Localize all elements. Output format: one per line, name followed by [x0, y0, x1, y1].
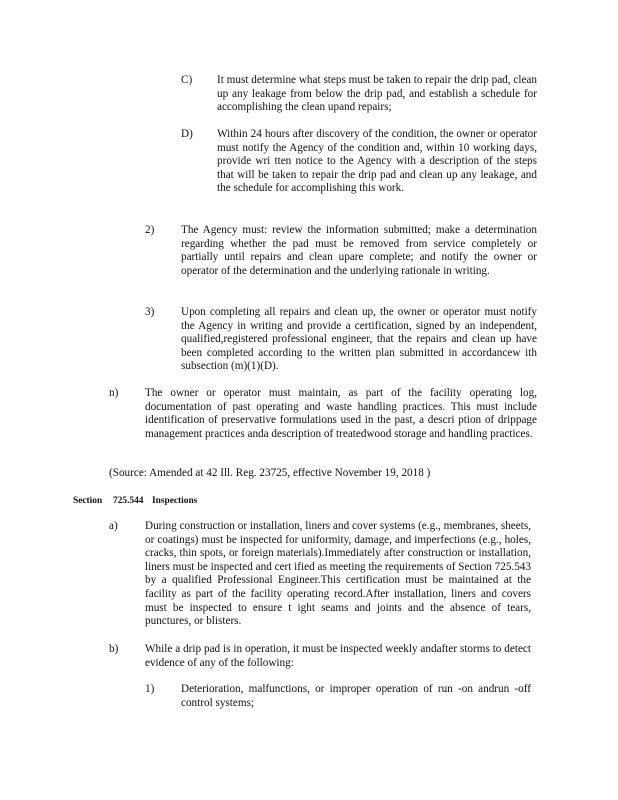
item-label-3: 3) [145, 306, 155, 318]
item-text-d: Within 24 hours after discovery of the condition, the owner or operator must notify the Agency of the condition and, within 10 working days, provide wri tten notice to the Agency with a description of the steps that will be taken to repair the drip pad and clean up any leakage, and the schedule for accomplishing this work. [217, 128, 537, 195]
item-text-b: While a drip pad is in operation, it must be inspected weekly andafter storms to detect evidence of any of the following: [145, 643, 531, 669]
item-label-b1: 1) [145, 683, 155, 695]
item-label-a: a) [109, 520, 118, 532]
section-number: 725.544 [113, 496, 144, 506]
item-label-c: C) [181, 74, 193, 86]
item-text-b1: Deterioration, malfunctions, or improper operation of run -on andrun -off control systems; [181, 683, 531, 709]
item-label-n: n) [109, 387, 119, 399]
item-text-n: The owner or operator must maintain, as part of the facility operating log, documentation of past operating and waste handling practices. This must include identification of preservative formulations used in the past, a descri ption of drippage management practices anda description of treatedwood storage and handling practices. [145, 387, 537, 440]
item-text-a: During construction or installation, liners and cover systems (e.g., membranes, sheets, or coatings) must be inspected for uniformity, damage, and imperfections (e.g., holes, cracks, thin spots, or foreign materials).Immediately after construction or installation, liners must be inspected and cert ified as meeting the requirements of Section 725.543 by a qualified Professional Engineer.This certification must be maintained at the facility as part of the facility operating record.After installation, liners and covers must be inspected to ensure t ight seams and joints and the absence of tears, punctures, or blisters. [145, 520, 531, 628]
item-label-b: b) [109, 643, 119, 655]
section-title: Inspections [152, 496, 198, 506]
item-label-2: 2) [145, 224, 155, 236]
section-word: Section [73, 496, 103, 506]
item-text-3: Upon completing all repairs and clean up, the owner or operator must notify the Agency in writing and provide a certification, signed by an independent, qualified,registered professional engineer, that the repairs and clean up have been completed according to the written plan submitted in accordancew ith subsection (m)(1)(D). [181, 306, 537, 373]
item-text-2: The Agency must: review the information submitted; make a determination regarding whether the pad must be removed from service completely or partially until repairs and clean upare complete; and notify the owner or operator of the determination and the underlying rationale in writing. [181, 224, 537, 277]
source-note: (Source: Amended at 42 Ill. Reg. 23725, effective November 19, 2018 ) [109, 467, 431, 479]
item-label-d: D) [181, 128, 193, 140]
item-text-c: It must determine what steps must be taken to repair the drip pad, clean up any leakage from below the drip pad, and establish a schedule for accomplishing the clean upand repairs; [217, 74, 537, 114]
